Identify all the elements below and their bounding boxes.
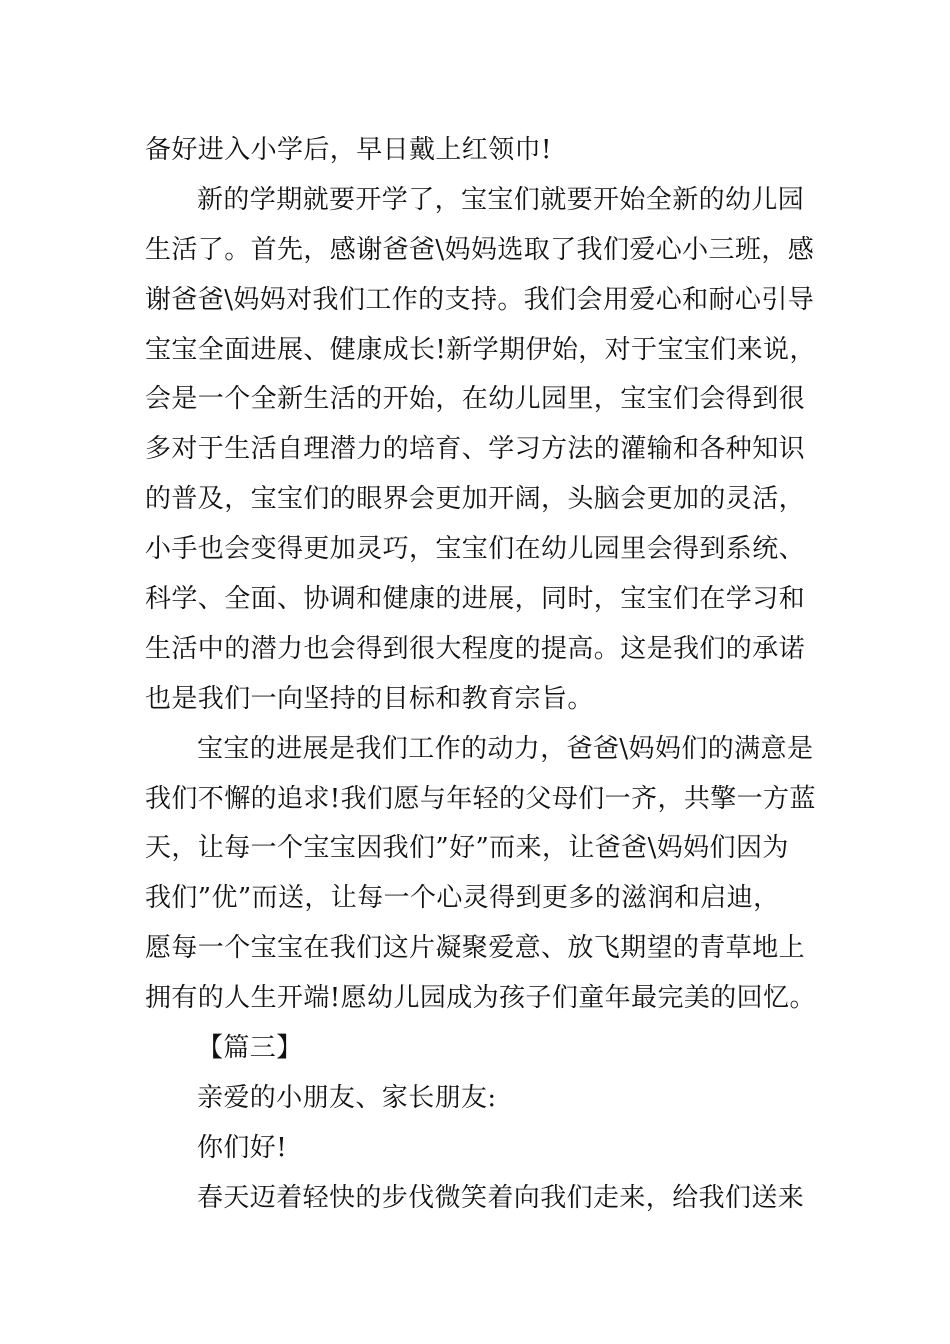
text-line: 宝宝全面进展、健康成长!新学期伊始，对于宝宝们来说， <box>145 334 816 365</box>
document-body <box>145 126 816 1224</box>
text-line: 科学、全面、协调和健康的进展，同时，宝宝们在学习和 <box>145 584 806 615</box>
section-heading: 【篇三】 <box>197 1033 303 1064</box>
text-line: 也是我们一向坚持的目标和教育宗旨。 <box>145 683 594 714</box>
text-line: 拥有的人生开端!愿幼儿园成为孩子们童年最完美的回忆。 <box>145 983 816 1014</box>
salutation-line: 亲爱的小朋友、家长朋友: <box>197 1082 497 1113</box>
paragraph-start-line: 新的学期就要开学了，宝宝们就要开始全新的幼儿园 <box>197 184 805 215</box>
text-line: 多对于生活自理潜力的培育、学习方法的灌输和各种知识 <box>145 434 806 465</box>
text-line: 生活中的潜力也会得到很大程度的提高。这是我们的承诺 <box>145 633 806 664</box>
greeting-line: 你们好! <box>197 1132 288 1163</box>
text-line: 生活了。首先，感谢爸爸\妈妈选取了我们爱心小三班，感 <box>145 234 815 265</box>
text-line: 会是一个全新生活的开始，在幼儿园里，宝宝们会得到很 <box>145 384 806 415</box>
text-line: 愿每一个宝宝在我们这片凝聚爱意、放飞期望的青草地上 <box>145 933 806 964</box>
text-line: 我们不懈的追求!我们愿与年轻的父母们一齐，共擎一方蓝 <box>145 783 816 814</box>
paragraph-start-line: 春天迈着轻快的步伐微笑着向我们走来，给我们送来 <box>197 1182 805 1213</box>
text-line: 天，让每一个宝宝因我们”好”而来，让爸爸\妈妈们因为 <box>145 833 789 864</box>
text-line: 谢爸爸\妈妈对我们工作的支持。我们会用爱心和耐心引导 <box>145 284 815 315</box>
text-line: 小手也会变得更加灵巧，宝宝们在幼儿园里会得到系统、 <box>145 534 806 565</box>
text-line: 的普及，宝宝们的眼界会更加开阔，头脑会更加的灵活， <box>145 484 806 515</box>
text-line: 我们”优”而送，让每一个心灵得到更多的滋润和启迪， <box>145 883 780 914</box>
text-line: 备好进入小学后，早日戴上红领巾! <box>145 135 552 165</box>
paragraph-start-line: 宝宝的进展是我们工作的动力，爸爸\妈妈们的满意是 <box>197 733 814 764</box>
